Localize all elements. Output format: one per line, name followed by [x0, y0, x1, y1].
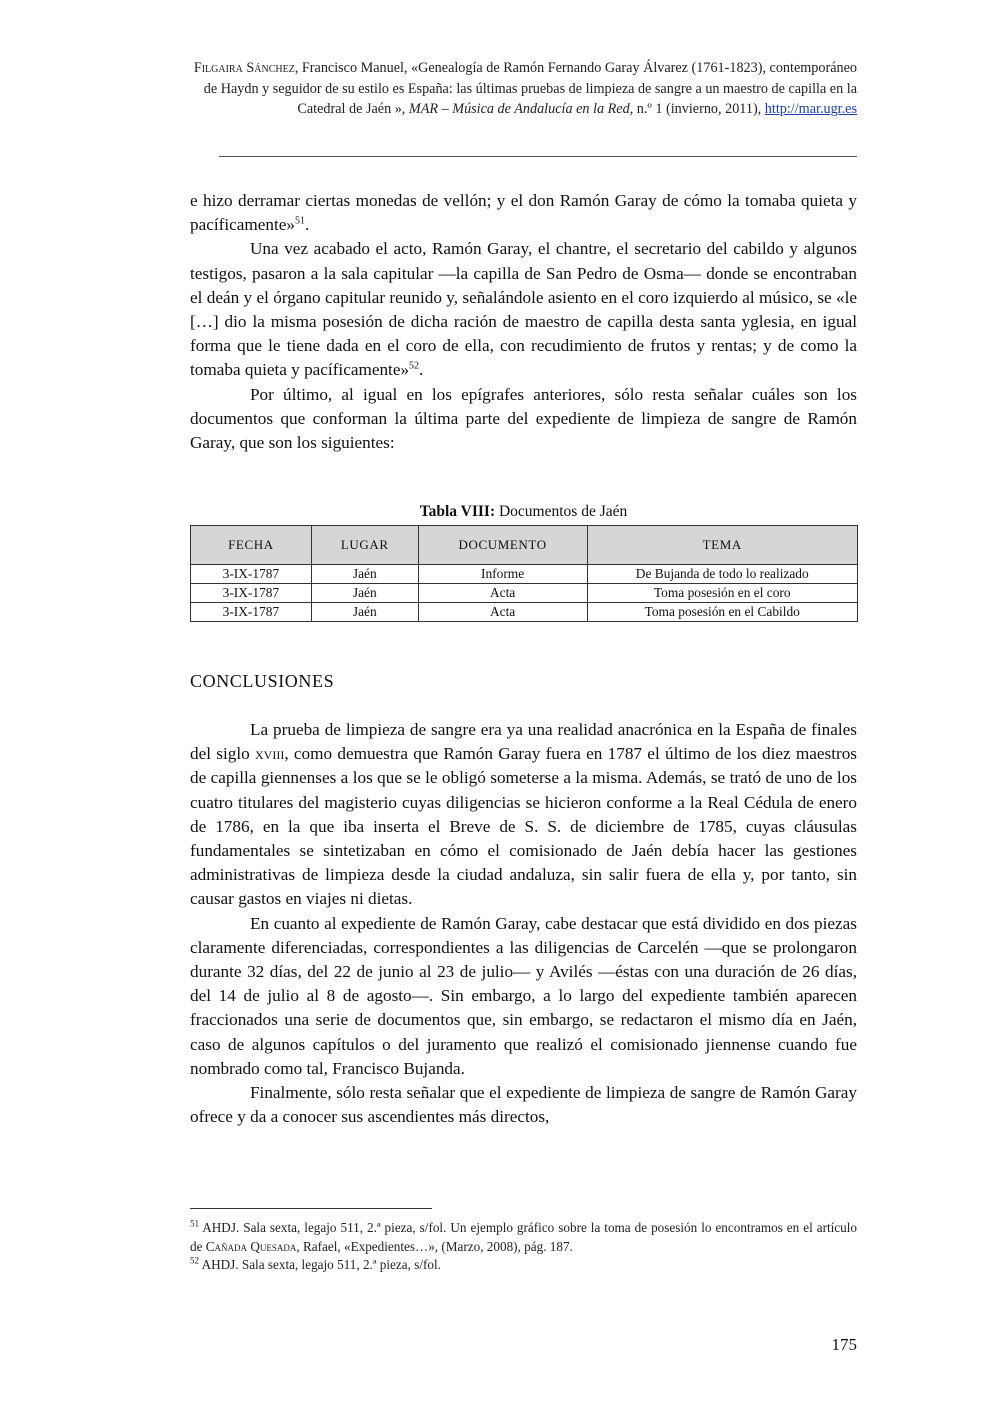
century-numeral: xviii [255, 744, 285, 764]
running-header [190, 58, 857, 120]
table-row [191, 603, 858, 622]
footnote-text: AHDJ. Sala sexta, legajo 511, 2.ª pieza, s/fol. Un ejemplo gráfico sobre la toma de posesión lo encontramos en el artículo de [190, 1220, 857, 1254]
cell-documento: Acta [418, 603, 587, 622]
table-header-row [191, 526, 858, 565]
header-citation-text: , Francisco Manuel, «Genealogía de Ramón Fernando Garay Álvarez (1761-1823), contemporáneo de Haydn y seguidor de su estilo es España: las últimas pruebas de limpieza de sangre a un maestro de capilla en la Catedral de Jaén », [203, 60, 857, 117]
header-issue: , n.º 1 (invierno, 2011), [629, 101, 765, 117]
table-row [191, 584, 858, 603]
footnote-ref-52[interactable]: 52 [409, 360, 420, 372]
body-text-conclusions [190, 718, 857, 1129]
cell-lugar: Jaén [311, 565, 418, 584]
header-divider [219, 156, 857, 157]
cell-documento: Acta [418, 584, 587, 603]
column-header-fecha: FECHA [191, 526, 312, 565]
footnote-52 [190, 1256, 857, 1275]
paragraph: Finalmente, sólo resta señalar que el expediente de limpieza de sangre de Ramón Garay ofrece y da a conocer sus ascendientes más directos, [190, 1083, 857, 1127]
paragraph-punct: . [419, 360, 424, 380]
paragraph-text: Una vez acabado el acto, Ramón Garay, el chantre, el secretario del cabildo y algunos testigos, pasaron a la sala capitular —la capilla de San Pedro de Osma— donde se encontraban el deán y el órgano capitular reunido y, señalándole asiento en el coro izquierdo al músico, se «le […] dio la misma posesión de dicha ración de maestro de capilla desta santa yglesia, en igual forma que le tiene dada en el coro de ella, con recudimiento de frutos y rentas; y de como la tomaba quieta y pacíficamente» [190, 239, 857, 380]
paragraph-punct: . [304, 215, 310, 235]
documents-table [190, 525, 858, 622]
header-url-link[interactable]: http://mar.ugr.es [764, 101, 857, 117]
paragraph-text: , como demuestra que Ramón Garay fuera en 1787 el último de los diez maestros de capilla giennenses a los que se le obligó someterse a la misma. Además, se trató de uno de los cuatro titulares del magisterio cuyas diligencias se hicieron conforme a la Real Cédula de enero de 1786, en la que iba inserta el Breve de S. S. de diciembre de 1785, cuyas cláusulas fundamentales se sintetizaban en cómo el comisionado de Jaén debía hacer las gestiones administrativas de limpieza desde la ciudad andaluza, sin salir fuera de ella y, por tanto, sin causar gastos en viajes ni dietas. [190, 744, 857, 909]
footnote-51 [190, 1219, 857, 1256]
page-number: 175 [831, 1335, 857, 1354]
table-caption-label: Tabla VIII: [419, 503, 496, 520]
cell-lugar: Jaén [311, 603, 418, 622]
cell-fecha: 3-IX-1787 [191, 565, 312, 584]
paragraph [190, 237, 857, 382]
paragraph: En cuanto al expediente de Ramón Garay, cabe destacar que está dividido en dos piezas claramente diferenciadas, correspondientes a las diligencias de Carcelén —que se prolongaron durante 32 días, del 22 de junio al 23 de julio— y Avilés —éstas con una duración de 26 días, del 14 de julio al 8 de agosto—. Sin embargo, a lo largo del expediente también aparecen fraccionados una serie de documentos que, sin embargo, se redactaron el mismo día en Jaén, caso de algunos capítulos o del juramento que realizó el comisionado jiennense cuando fue nombrado como tal, Francisco Bujanda. [190, 913, 857, 1078]
footnote-number: 52 [190, 1255, 199, 1266]
footnote-text: AHDJ. Sala sexta, legajo 511, 2.ª pieza, s/fol. [199, 1257, 441, 1272]
header-journal-title: MAR – Música de Andalucía en la Red [408, 101, 630, 117]
cell-fecha: 3-IX-1787 [191, 584, 312, 603]
footnotes [190, 1219, 857, 1275]
table-row [191, 565, 858, 584]
footnote-number: 51 [190, 1218, 199, 1229]
footnote-ref-51[interactable]: 51 [294, 215, 305, 227]
paragraph: Por último, al igual en los epígrafes anteriores, sólo resta señalar cuáles son los documentos que conforman la última parte del expediente de limpieza de sangre de Ramón Garay, que son los siguientes: [190, 384, 857, 453]
footnote-author: Cañada Quesada [205, 1238, 297, 1254]
section-heading-conclusiones: CONCLUSIONES [190, 671, 335, 691]
cell-tema: De Bujanda de todo lo realizado [587, 565, 858, 584]
column-header-tema: TEMA [587, 526, 858, 565]
paragraph-text: e hizo derramar ciertas monedas de vellón; y el don Ramón Garay de cómo la tomaba quieta y pacíficamente» [190, 191, 857, 235]
cell-tema: Toma posesión en el coro [587, 584, 858, 603]
column-header-documento: DOCUMENTO [418, 526, 587, 565]
footnote-divider [190, 1208, 432, 1209]
table-caption-text: Documentos de Jaén [495, 503, 628, 520]
cell-fecha: 3-IX-1787 [191, 603, 312, 622]
paragraph-text: La prueba de limpieza de sangre era ya una realidad anacrónica en la España de finales del siglo [190, 720, 857, 764]
cell-tema: Toma posesión en el Cabildo [587, 603, 858, 622]
paragraph-continuation [190, 189, 857, 237]
header-author-surname: Filgaira Sánchez [193, 60, 295, 76]
cell-documento: Informe [418, 565, 587, 584]
body-text-top [190, 189, 857, 455]
paragraph [190, 718, 857, 912]
column-header-lugar: LUGAR [311, 526, 418, 565]
cell-lugar: Jaén [311, 584, 418, 603]
footnote-text: , Rafael, «Expedientes…», (Marzo, 2008), pág. 187. [296, 1238, 573, 1254]
table-caption [190, 503, 857, 521]
